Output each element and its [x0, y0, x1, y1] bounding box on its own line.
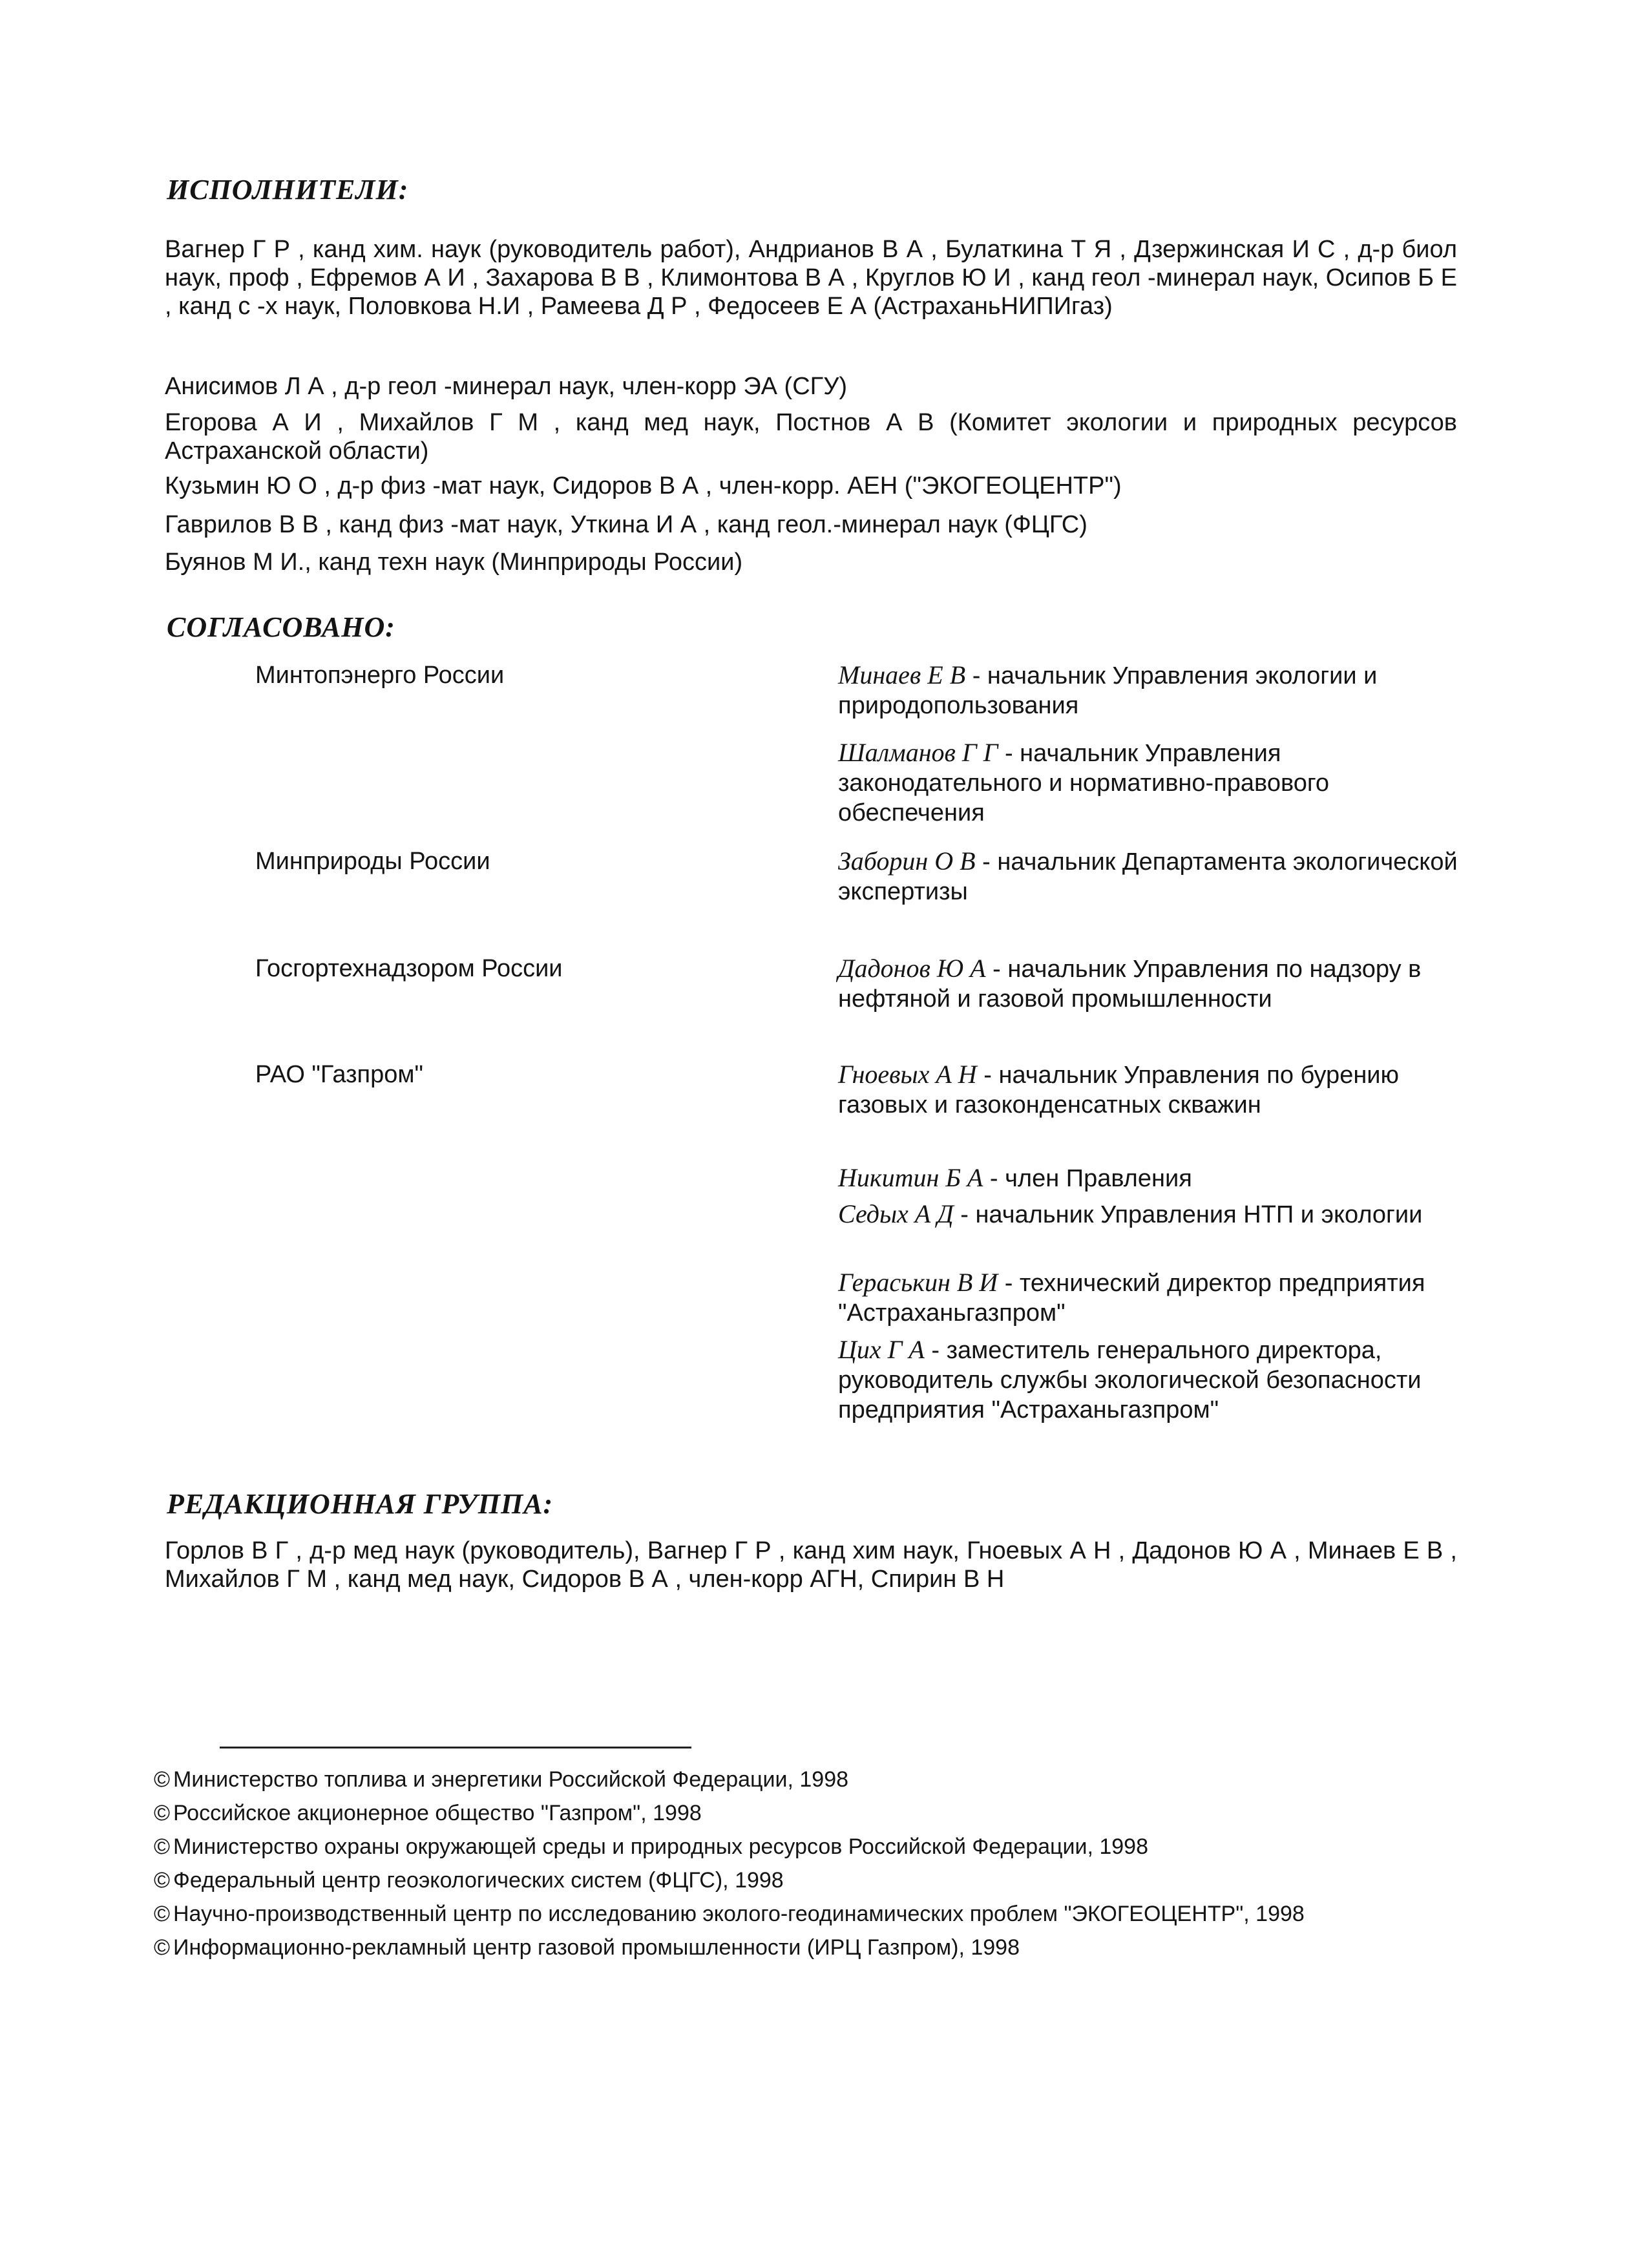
approved-org-gosgortekhnadzor: Госгортехнадзором России	[255, 955, 563, 982]
copyright-line	[154, 1901, 1498, 1927]
approved-entry	[838, 1060, 1471, 1120]
approver-role: - начальник Управления законодательного и нормативно-правового обеспечения	[838, 740, 1329, 826]
approver-name: Цих Г А	[838, 1335, 925, 1364]
executors-paragraph-1: Вагнер Г Р , канд хим. наук (руководитель работ), Андрианов В А , Булаткина Т Я , Дзержинская И С , д-р биол наук, проф , Ефремов А И , Захарова В В , Климонтова В А , Круглов Ю И , канд геол -минерал наук, Осипов Б Е , канд с -х наук, Половкова Н.И , Рамеева Д Р , Федосеев Е А (АстраханьНИПИгаз)	[165, 236, 1457, 320]
approver-name: Никитин Б А	[838, 1163, 983, 1192]
approved-entry	[838, 954, 1471, 1014]
copyright-line	[154, 1935, 1498, 1960]
copyright-line	[154, 1867, 1498, 1893]
copyright-icon: ©	[154, 1935, 171, 1960]
copyright-text: Научно-производственный центр по исследованию эколого-геодинамических проблем "ЭКОГЕОЦЕНТР", 1998	[173, 1902, 1305, 1926]
approver-role: - начальник Департамента экологической экспертизы	[838, 848, 1458, 905]
approved-entry	[838, 846, 1471, 907]
executors-paragraph-5: Гаврилов В В , канд физ -мат наук, Уткина И А , канд геол.-минерал наук (ФЦГС)	[165, 511, 1087, 538]
approver-role: - технический директор предприятия "Астраханьгазпром"	[838, 1270, 1425, 1327]
approved-entry	[838, 738, 1471, 828]
approved-org-mintopenergo: Минтопэнерго России	[255, 662, 505, 689]
approver-role: - член Правления	[983, 1165, 1192, 1192]
editorial-text: Горлов В Г , д-р мед наук (руководитель), Вагнер Г Р , канд хим наук, Гноевых А Н , Дадонов Ю А , Минаев Е В , Михайлов Г М , канд мед наук, Сидоров В А , член-корр АГН, Спирин В Н	[165, 1537, 1457, 1593]
copyright-line	[154, 1834, 1498, 1860]
executors-paragraph-4: Кузьмин Ю О , д-р физ -мат наук, Сидоров В А , член-корр. АЕН ("ЭКОГЕОЦЕНТР")	[165, 472, 1122, 499]
copyright-line	[154, 1767, 1498, 1792]
approver-name: Гноевых А Н	[838, 1060, 977, 1089]
approved-entry	[838, 660, 1471, 720]
approver-name: Заборин О В	[838, 846, 976, 876]
copyright-icon: ©	[154, 1868, 171, 1893]
approved-org-minprirody: Минприроды России	[255, 848, 490, 875]
approver-name: Седых А Д	[838, 1199, 954, 1228]
approved-entry	[838, 1163, 1471, 1193]
copyright-icon: ©	[154, 1902, 171, 1926]
copyright-text: Федеральный центр геоэкологических систем (ФЦГС), 1998	[173, 1868, 784, 1893]
executors-heading: ИСПОЛНИТЕЛИ:	[167, 174, 409, 205]
approved-entry	[838, 1335, 1471, 1425]
executors-paragraph-3: Егорова А И , Михайлов Г М , канд мед наук, Постнов А В (Комитет экологии и природных ресурсов Астраханской области)	[165, 409, 1457, 465]
copyright-text: Информационно-рекламный центр газовой промышленности (ИРЦ Газпром), 1998	[173, 1935, 1020, 1960]
approver-role: - начальник Управления по бурению газовых и газоконденсатных скважин	[838, 1062, 1400, 1118]
approver-role: - начальник Управления по надзору в нефтяной и газовой промышленности	[838, 956, 1422, 1013]
approved-entry	[838, 1199, 1471, 1230]
copyright-text: Российское акционерное общество "Газпром", 1998	[173, 1801, 702, 1825]
copyright-icon: ©	[154, 1767, 171, 1792]
approver-name: Дадонов Ю А	[838, 954, 986, 983]
executors-paragraph-6: Буянов М И., канд техн наук (Минприроды России)	[165, 549, 743, 576]
executors-paragraph-2: Анисимов Л А , д-р геол -минерал наук, член-корр ЭА (СГУ)	[165, 373, 848, 400]
footnote-divider	[220, 1747, 691, 1748]
approver-role: - начальник Управления НТП и экологии	[953, 1201, 1423, 1228]
copyright-icon: ©	[154, 1801, 171, 1825]
approved-heading: СОГЛАСОВАНО:	[167, 611, 395, 643]
copyright-text: Министерство охраны окружающей среды и природных ресурсов Российской Федерации, 1998	[173, 1834, 1148, 1859]
copyright-text: Министерство топлива и энергетики Российской Федерации, 1998	[173, 1767, 849, 1792]
approver-role: - заместитель генерального директора, руководитель службы экологической безопасности предприятия "Астраханьгазпром"	[838, 1337, 1422, 1423]
approved-entry	[838, 1268, 1471, 1328]
approver-name: Шалманов Г Г	[838, 738, 998, 767]
copyright-icon: ©	[154, 1834, 171, 1859]
editorial-heading: РЕДАКЦИОННАЯ ГРУППА:	[167, 1488, 554, 1520]
copyright-line	[154, 1800, 1498, 1826]
approver-name: Минаев Е В	[838, 660, 966, 689]
approver-role: - начальник Управления экологии и природопользования	[838, 662, 1378, 719]
approved-org-rao-gazprom: РАО "Газпром"	[255, 1061, 423, 1088]
approver-name: Гераськин В И	[838, 1268, 998, 1297]
